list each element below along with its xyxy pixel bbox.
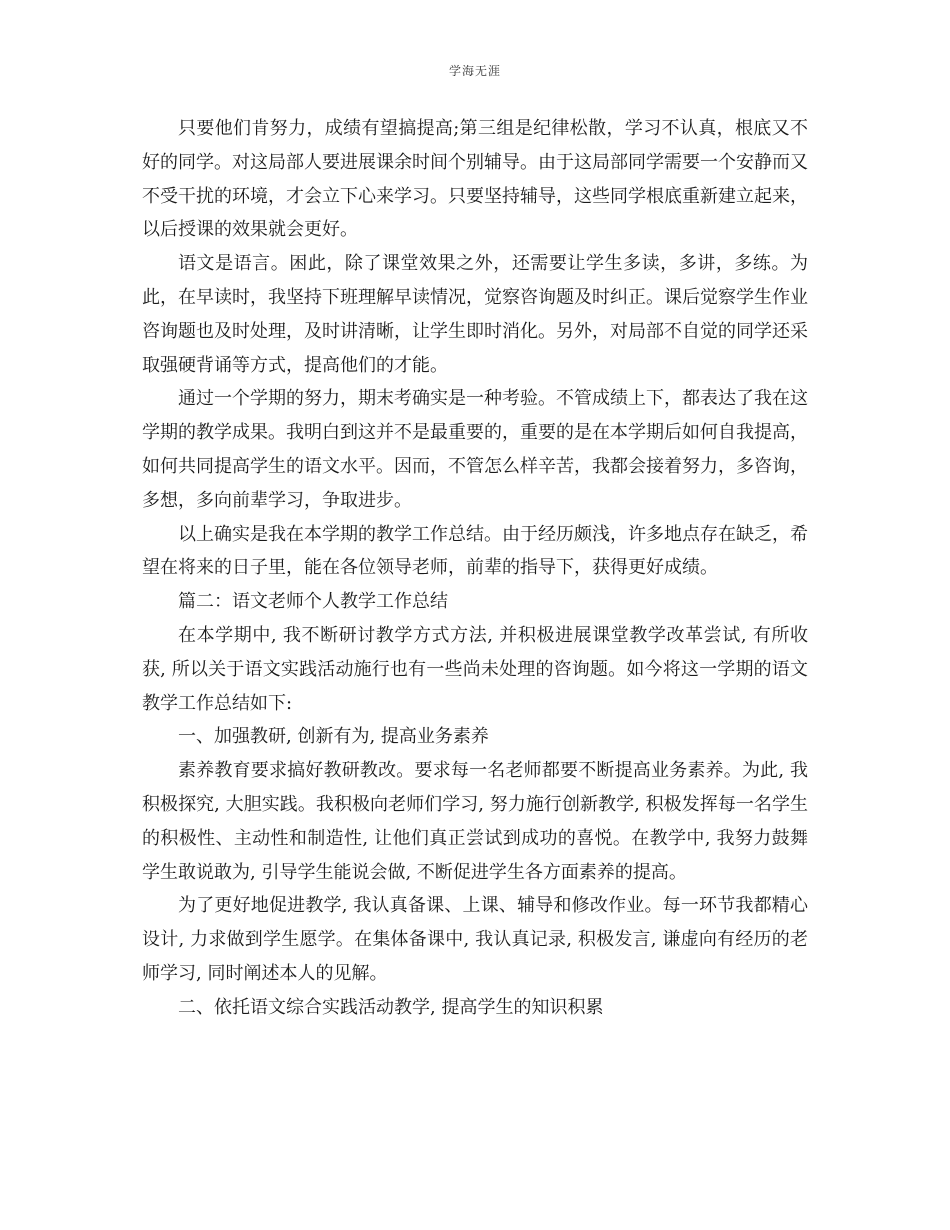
paragraph: 素养教育要求搞好教研教改。要求每一名老师都要不断提高业务素养。为此, 我积极探究, 大胆实践。我积极向老师们学习, 努力施行创新教学, 积极发挥每一名学生的积极性、主动性和制造性, 让他们真正尝试到成功的喜悦。在教学中, 我努力鼓舞学生敢说敢为, 引导学生能说会做, 不断促进学生各方面素养的提高。	[142, 760, 808, 883]
paragraph: 在本学期中, 我不断研讨教学方式方法, 并积极进展课堂教学改革尝试, 有所收获, 所以关于语文实践活动施行也有一些尚未处理的咨询题。如今将这一学期的语文教学工作总结如下:	[142, 624, 808, 714]
section-heading: 二、依托语文综合实践活动教学, 提高学生的知识积累	[178, 996, 604, 1018]
paragraph: 通过一个学期的努力，期末考确实是一种考验。不管成绩上下，都表达了我在这学期的教学成果。我明白到这并不是最重要的，重要的是在本学期后如何自我提高，如何共同提高学生的语文水平。因而，不管怎么样辛苦，我都会接着努力，多咨询，多想，多向前辈学习，争取进步。	[142, 388, 808, 511]
section-title: 篇二：语文老师个人教学工作总结	[178, 591, 448, 613]
document-body	[142, 112, 808, 1025]
paragraph: 为了更好地促进教学, 我认真备课、上课、辅导和修改作业。每一环节我都精心设计, 力求做到学生愿学。在集体备课中, 我认真记录, 积极发言, 谦虚向有经历的老师学习, 同时阐述本人的见解。	[142, 895, 808, 984]
paragraph: 以上确实是我在本学期的教学工作总结。由于经历颇浅，许多地点存在缺乏，希望在将来的日子里，能在各位领导老师，前辈的指导下，获得更好成绩。	[142, 523, 808, 579]
paragraph: 语文是语言。困此，除了课堂效果之外，还需要让学生多读，多讲，多练。为此，在早读时，我坚持下班理解早读情况，觉察咨询题及时纠正。课后觉察学生作业咨询题也及时处理，及时讲清晰，让学生即时消化。另外，对局部不自觉的同学还采取强硬背诵等方式，提高他们的才能。	[142, 253, 808, 376]
page-header: 学海无涯	[448, 64, 501, 78]
section-heading: 一、加强教研, 创新有为, 提高业务素养	[178, 726, 489, 748]
paragraph: 只要他们肯努力，成绩有望搞提高;第三组是纪律松散，学习不认真，根底又不好的同学。对这局部人要进展课余时间个别辅导。由于这局部同学需要一个安静而又不受干扰的环境，才会立下心来学习。只要坚持辅导，这些同学根底重新建立起来，以后授课的效果就会更好。	[142, 118, 808, 241]
